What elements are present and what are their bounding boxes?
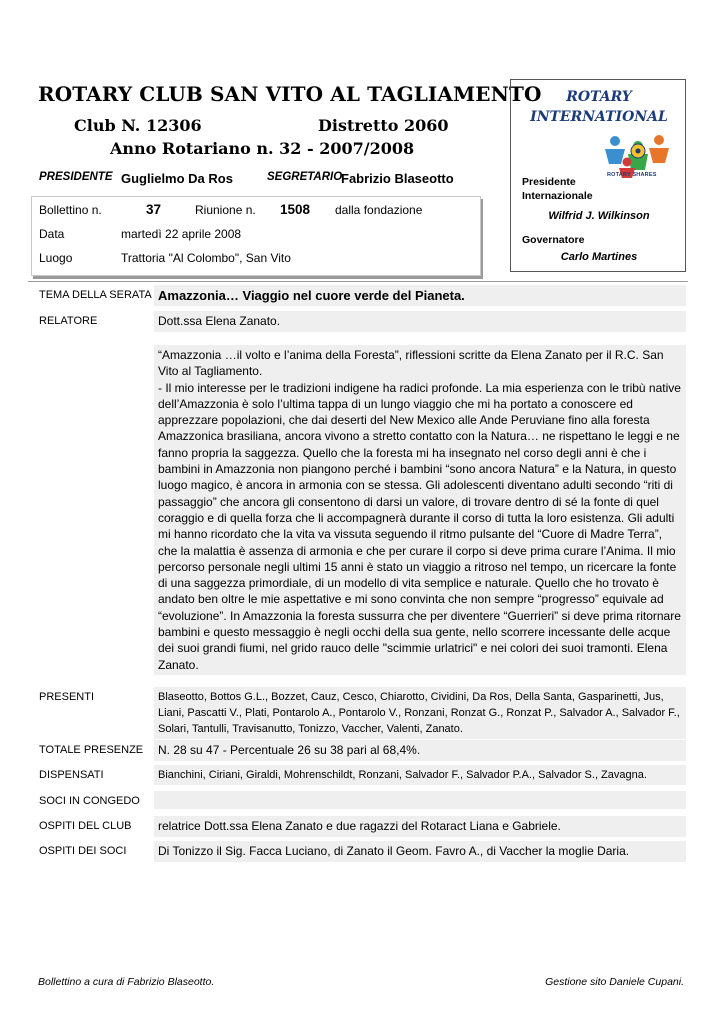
presenti-value: Blaseotto, Bottos G.L., Bozzet, Cauz, Cesco, Chiarotto, Cividini, Da Ros, Della Santa, Gasparinetti, Jus, Liani, Pascatti V., Plati, Pontarolo A., Pontarolo V., Ronzani, Ronzat G., Ronzat P., Salvador A., Salvador F., Solari, Tantulli, Travisanutto, Tonizzo, Vaccher, Valenti, Zanato. bbox=[154, 687, 686, 739]
ri-president-label-1: Presidente bbox=[522, 176, 576, 188]
totale-value: N. 28 su 47 - Percentuale 26 su 38 pari al 68,4%. bbox=[154, 740, 686, 761]
rotary-year: Anno Rotariano n. 32 - 2007/2008 bbox=[110, 139, 415, 158]
ri-governor-label: Governatore bbox=[522, 234, 585, 246]
data-value: martedì 22 aprile 2008 bbox=[121, 227, 242, 241]
ri-title-line1: ROTARY bbox=[566, 89, 632, 105]
bulletin-info-box bbox=[31, 196, 481, 276]
ri-governor-name: Carlo Martines bbox=[560, 251, 638, 263]
bollettino-label: Bollettino n. bbox=[39, 203, 102, 217]
ospiti-club-value: relatrice Dott.ssa Elena Zanato e due ragazzi del Rotaract Liana e Gabriele. bbox=[154, 816, 686, 837]
club-number: Club N. 12306 bbox=[74, 116, 202, 135]
tema-label: TEMA DELLA SERATA bbox=[39, 289, 152, 301]
totale-label: TOTALE PRESENZE bbox=[39, 744, 144, 756]
bollettino-value: 37 bbox=[146, 202, 162, 217]
ospiti-soci-label: OSPITI DEI SOCI bbox=[39, 845, 127, 857]
congedo-value bbox=[154, 791, 686, 809]
secretary-name: Fabrizio Blaseotto bbox=[341, 171, 454, 186]
fondazione-label: dalla fondazione bbox=[335, 203, 423, 217]
president-name: Guglielmo Da Ros bbox=[121, 171, 233, 186]
congedo-label: SOCI IN CONGEDO bbox=[39, 795, 140, 807]
president-label: PRESIDENTE bbox=[39, 171, 113, 183]
luogo-label: Luogo bbox=[39, 251, 73, 265]
footer-editor: Bollettino a cura di Fabrizio Blaseotto. bbox=[38, 976, 215, 988]
separator-line bbox=[28, 281, 688, 282]
dispensati-label: DISPENSATI bbox=[39, 769, 104, 781]
presenti-label: PRESENTI bbox=[39, 691, 95, 703]
rotary-international-box bbox=[510, 79, 686, 272]
ospiti-soci-value: Di Tonizzo il Sig. Facca Luciano, di Zanato il Geom. Favro A., di Vaccher la moglie Daria. bbox=[154, 841, 686, 862]
ospiti-club-label: OSPITI DEL CLUB bbox=[39, 820, 132, 832]
dispensati-value: Bianchini, Ciriani, Giraldi, Mohrenschildt, Ronzani, Salvador F., Salvador P.A., Salvador S., Zavagna. bbox=[154, 765, 686, 785]
luogo-value: Trattoria "Al Colombo", San Vito bbox=[121, 251, 291, 265]
footer-webmaster: Gestione sito Daniele Cupani. bbox=[545, 976, 684, 988]
data-label: Data bbox=[39, 227, 65, 241]
riunione-label: Riunione n. bbox=[195, 203, 256, 217]
club-title: ROTARY CLUB SAN VITO AL TAGLIAMENTO bbox=[38, 82, 542, 106]
logo-text: ROTARY SHARES bbox=[607, 172, 657, 178]
tema-value: Amazzonia… Viaggio nel cuore verde del Pianeta. bbox=[154, 285, 686, 306]
ri-title-line2: INTERNATIONAL bbox=[530, 109, 668, 125]
rotary-shares-logo bbox=[601, 132, 675, 182]
secretary-label: SEGRETARIO bbox=[267, 171, 343, 183]
evening-body-text: “Amazzonia …il volto e l’anima della Foresta”, riflessioni scritte da Elena Zanato per il R.C. San Vito al Tagliamento. - Il mio interesse per le tradizioni indigene ha radici profonde. La mia esperienza con le tribù native dell’Amazzonia è solo l’ultima tappa di un lungo viaggio che mi ha portato a conoscere ed apprezzare popolazioni, che dai deserti del New Mexico alle Ande Peruviane fino alla foresta Amazzonica brasiliana, ancora vivono a stretto contatto con la Natura… ne rispettano le leggi e ne fanno propria la saggezza. Quello che la foresta mi ha insegnato nel corso degli anni è che i bambini in Amazzonia non piangono perché i bambini “sono ancora Natura” e la Natura, in questo luogo magico, è ancora in armonia con se stessa. Gli adolescenti diventano adulti secondo “riti di passaggio” che ancora gli consentono di darsi un valore, di trovare dentro di sé la fonte di quel coraggio e di quella forza che li accompagnerà durante il corso di tutta la loro esistenza. Gli adulti mi hanno ricordato che la vita va vissuta seguendo il ritmo pulsante del “Cuore di Madre Terra”, che la malattia è assenza di armonia e che per curare il corpo si deve prima curare l’Anima. Il mio percorso personale negli ultimi 15 anni è stato un viaggio a ritroso nel tempo, un ricercare la fonte di una saggezza primordiale, di un modello di vita semplice e naturale. Quello che ho trovato è andato ben oltre le mie aspettative e mi sono convinta che non sempre “progresso” equivale ad “evoluzione”. In Amazzonia la foresta sussurra che per diventere “Guerrieri” si deve prima ritornare bambini e questo messaggio è negli occhi della sua gente, nello scorrere incessante delle acque dei suoi grandi fiumi, nel grido rauco delle "scimmie urlatrici" e nei colori dei suoi tramonti. Elena Zanato. bbox=[154, 345, 686, 675]
riunione-value: 1508 bbox=[280, 202, 311, 217]
ri-president-label-2: Internazionale bbox=[522, 190, 593, 202]
ri-president-name: Wilfrid J. Wilkinson bbox=[548, 210, 650, 222]
relatore-value: Dott.ssa Elena Zanato. bbox=[154, 311, 686, 332]
district: Distretto 2060 bbox=[318, 116, 449, 135]
relatore-label: RELATORE bbox=[39, 315, 98, 327]
